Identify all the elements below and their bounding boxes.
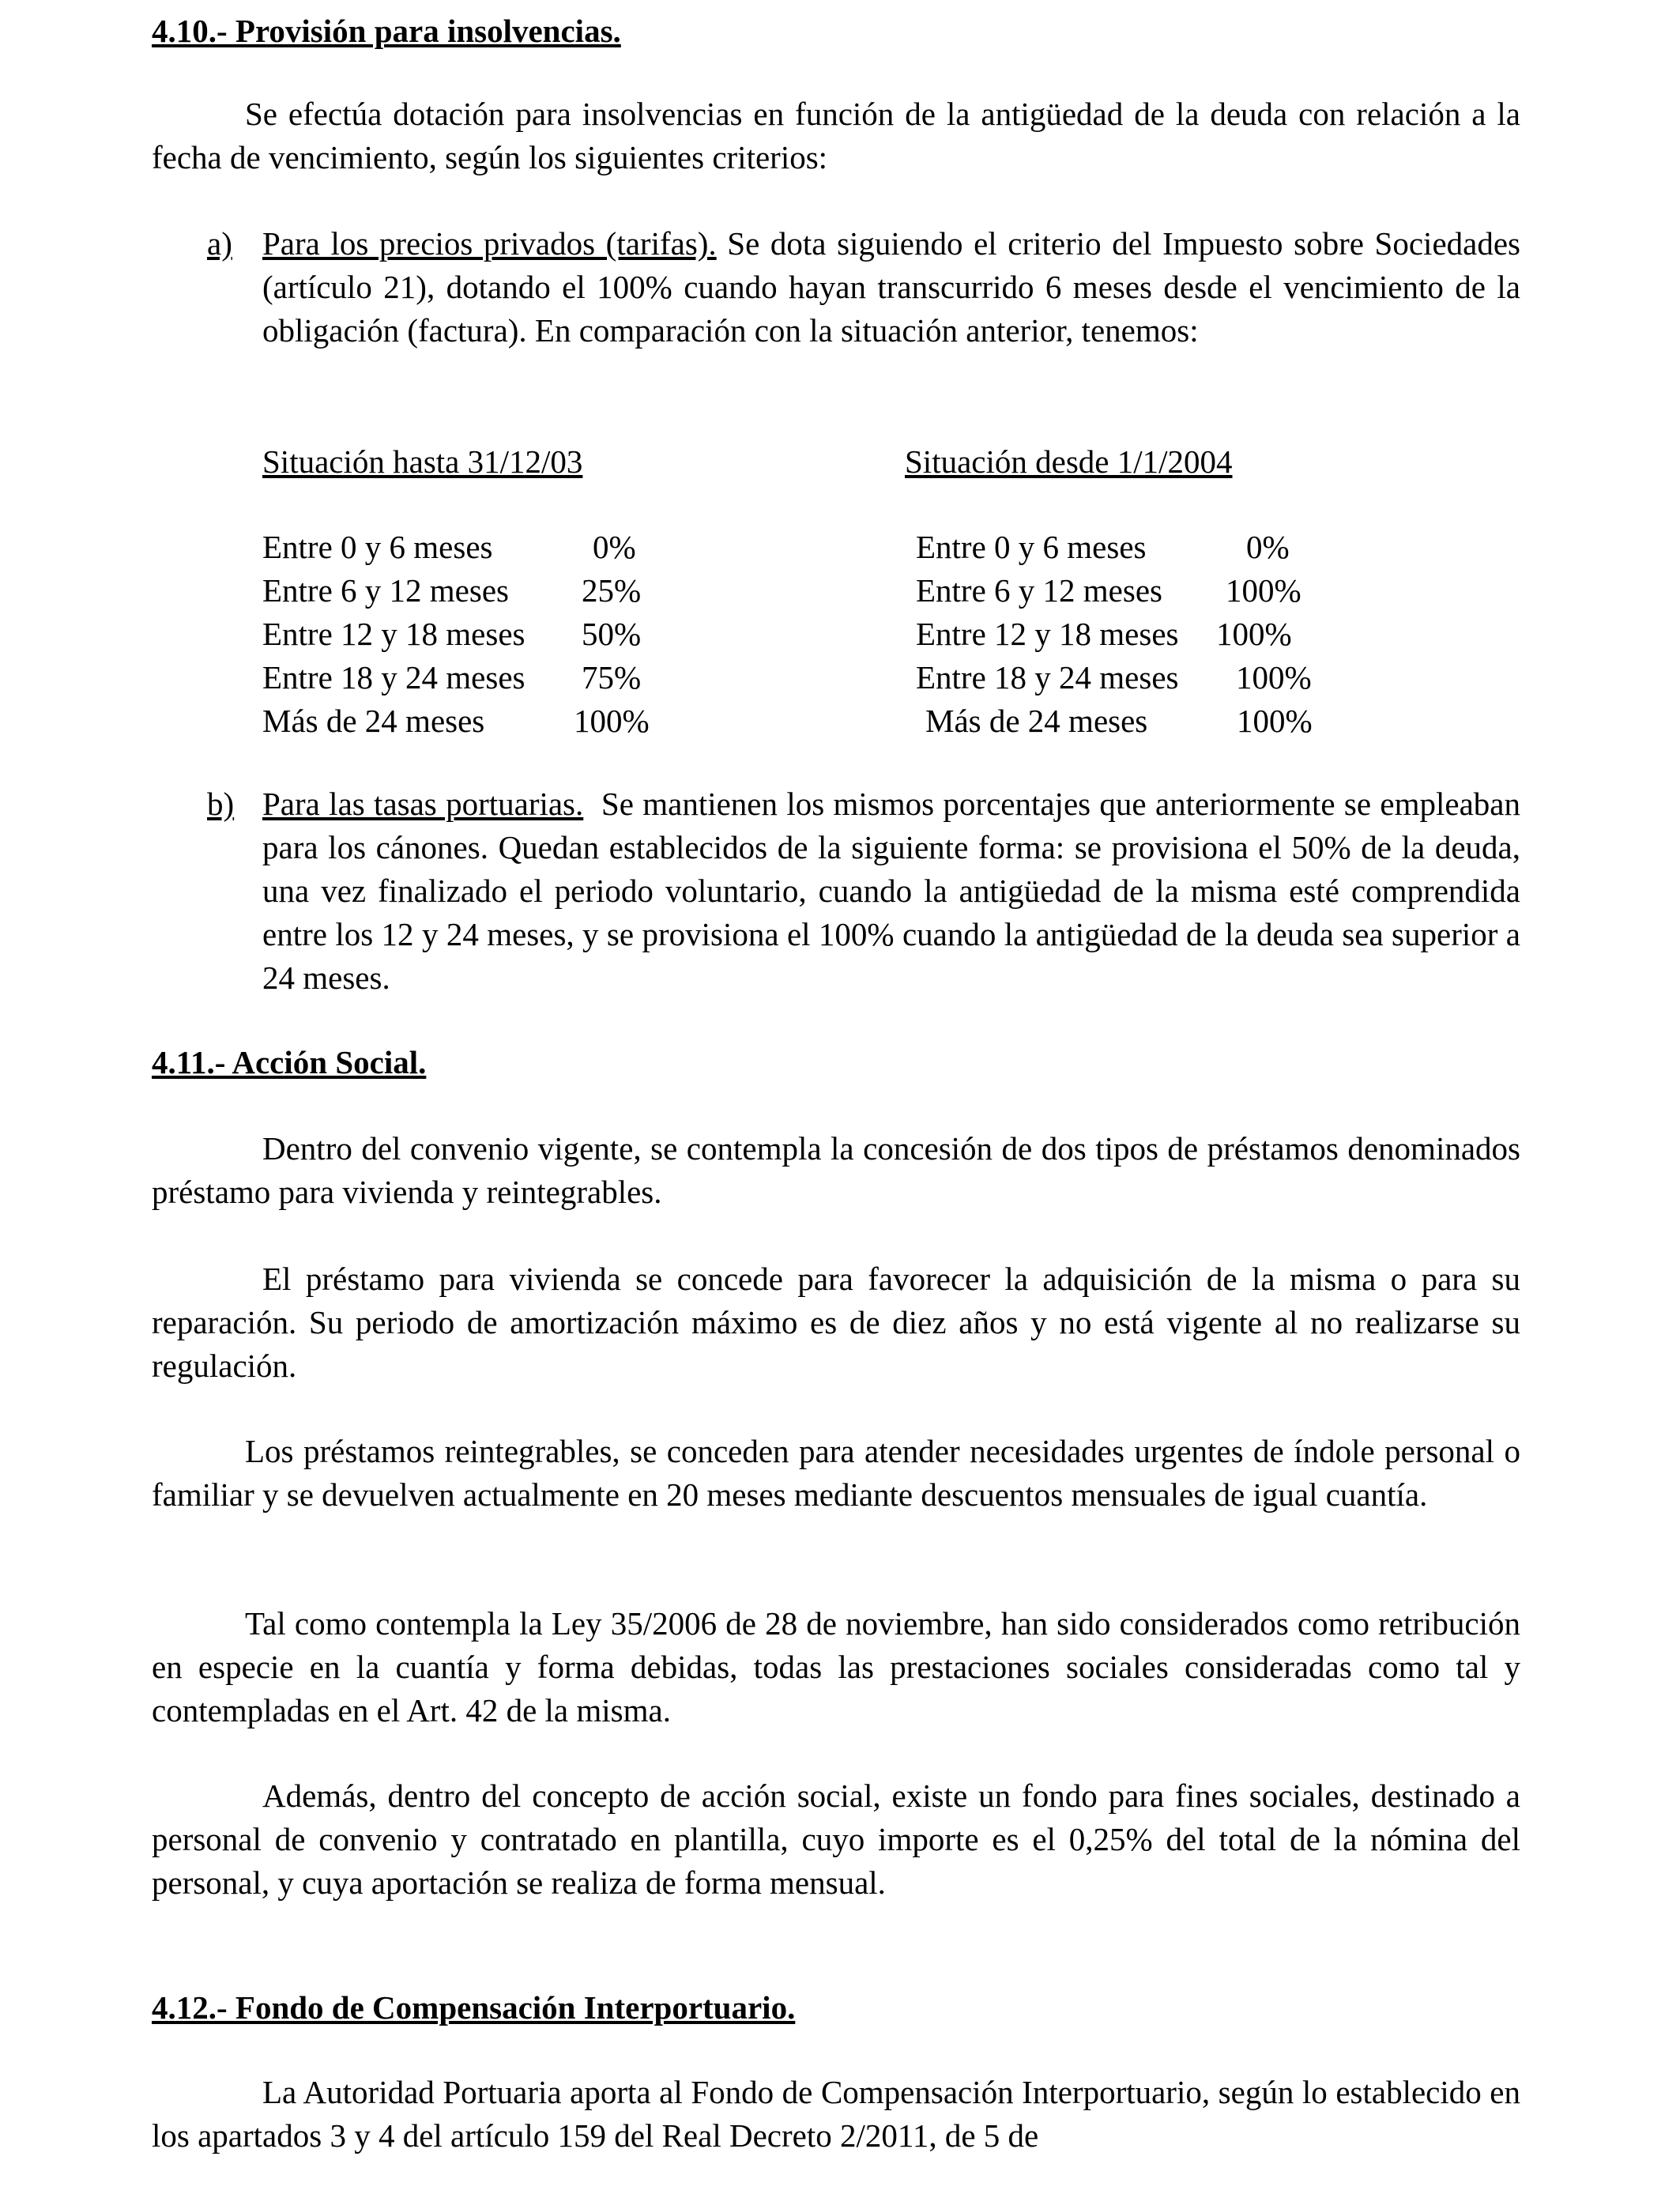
table-right-title: Situación desde 1/1/2004: [905, 443, 1233, 480]
section-4-11-paragraph-5: Además, dentro del concepto de acción social, existe un fondo para fines sociales, destinado a personal de convenio y contratado en plantilla, cuyo importe es el 0,25% del total de la nómina del personal, y cuya aportación se realiza de forma mensual.: [152, 1777, 1520, 1901]
table-row: Entre 6 y 12 meses 100%: [916, 572, 1301, 609]
table-row: Entre 18 y 24 meses 75%: [262, 659, 642, 696]
table-row: Más de 24 meses 100%: [262, 703, 650, 739]
table-row: Entre 6 y 12 meses 25%: [262, 572, 642, 609]
section-4-10-heading: 4.10.- Provisión para insolvencias.: [152, 13, 621, 49]
section-4-11-heading: 4.11.- Acción Social.: [152, 1044, 427, 1080]
section-4-11-paragraph-1: Dentro del convenio vigente, se contempla la concesión de dos tipos de préstamos denominados préstamo para vivienda y reintegrables.: [152, 1130, 1520, 1210]
table-row: Entre 12 y 18 meses 100%: [916, 616, 1292, 652]
section-4-11-paragraph-4: Tal como contempla la Ley 35/2006 de 28 de noviembre, han sido considerados como retribución en especie en la cuantía y forma debidas, todas las prestaciones sociales consideradas como tal y contempladas en el Art. 42 de la misma.: [152, 1605, 1520, 1728]
list-item-b-title: Para las tasas portuarias.: [262, 786, 584, 822]
list-item-a-text: Se dota siguiendo el criterio del Impuesto sobre Sociedades (artículo 21), dotando el 100% cuando hayan transcurrido 6 meses desde el vencimiento de la obligación (factura). En comparación con la situación anterior, tenemos:: [262, 225, 1520, 349]
section-4-12-heading: 4.12.- Fondo de Compensación Interportuario.: [152, 1989, 796, 2026]
table-left-title: Situación hasta 31/12/03: [262, 443, 583, 480]
list-item-a-body: [262, 222, 1520, 352]
list-item-b-body: [262, 782, 1529, 1000]
list-item-b-text: Se mantienen los mismos porcentajes que anteriormente se empleaban para los cánones. Quedan establecidos de la siguiente forma: se provisiona el 50% de la deuda, una vez finalizado el periodo voluntario, cuando la antigüedad de la misma esté comprendida entre los 12 y 24 meses, y se provisiona el 100% cuando la antigüedad de la deuda sea superior a 24 meses.: [262, 786, 1529, 996]
section-4-10-intro: Se efectúa dotación para insolvencias en función de la antigüedad de la deuda con relación a la fecha de vencimiento, según los siguientes criterios:: [152, 96, 1520, 175]
table-row: Más de 24 meses 100%: [925, 703, 1313, 739]
list-item-b: [207, 782, 1529, 1000]
section-4-12-paragraph-1: La Autoridad Portuaria aporta al Fondo de Compensación Interportuario, según lo establecido en los apartados 3 y 4 del artículo 159 del Real Decreto 2/2011, de 5 de: [152, 2074, 1520, 2154]
section-4-11-paragraph-3: Los préstamos reintegrables, se conceden para atender necesidades urgentes de índole personal o familiar y se devuelven actualmente en 20 meses mediante descuentos mensuales de igual cuantía.: [152, 1433, 1520, 1513]
table-row: Entre 0 y 6 meses 0%: [916, 529, 1290, 565]
section-4-11-paragraph-2: El préstamo para vivienda se concede para favorecer la adquisición de la misma o para su reparación. Su periodo de amortización máximo es de diez años y no está vigente al no realizarse su regulación.: [152, 1261, 1520, 1384]
table-row: Entre 18 y 24 meses 100%: [916, 659, 1312, 696]
table-row: Entre 0 y 6 meses 0%: [262, 529, 636, 565]
list-marker-a: a): [207, 225, 232, 262]
list-marker-b: b): [207, 786, 235, 822]
list-item-a-title: Para los precios privados (tarifas).: [262, 225, 717, 262]
list-item-a: [207, 222, 1520, 352]
table-left-column: [262, 526, 705, 743]
table-row: Entre 12 y 18 meses 50%: [262, 616, 642, 652]
table-right-column: [916, 526, 1358, 743]
